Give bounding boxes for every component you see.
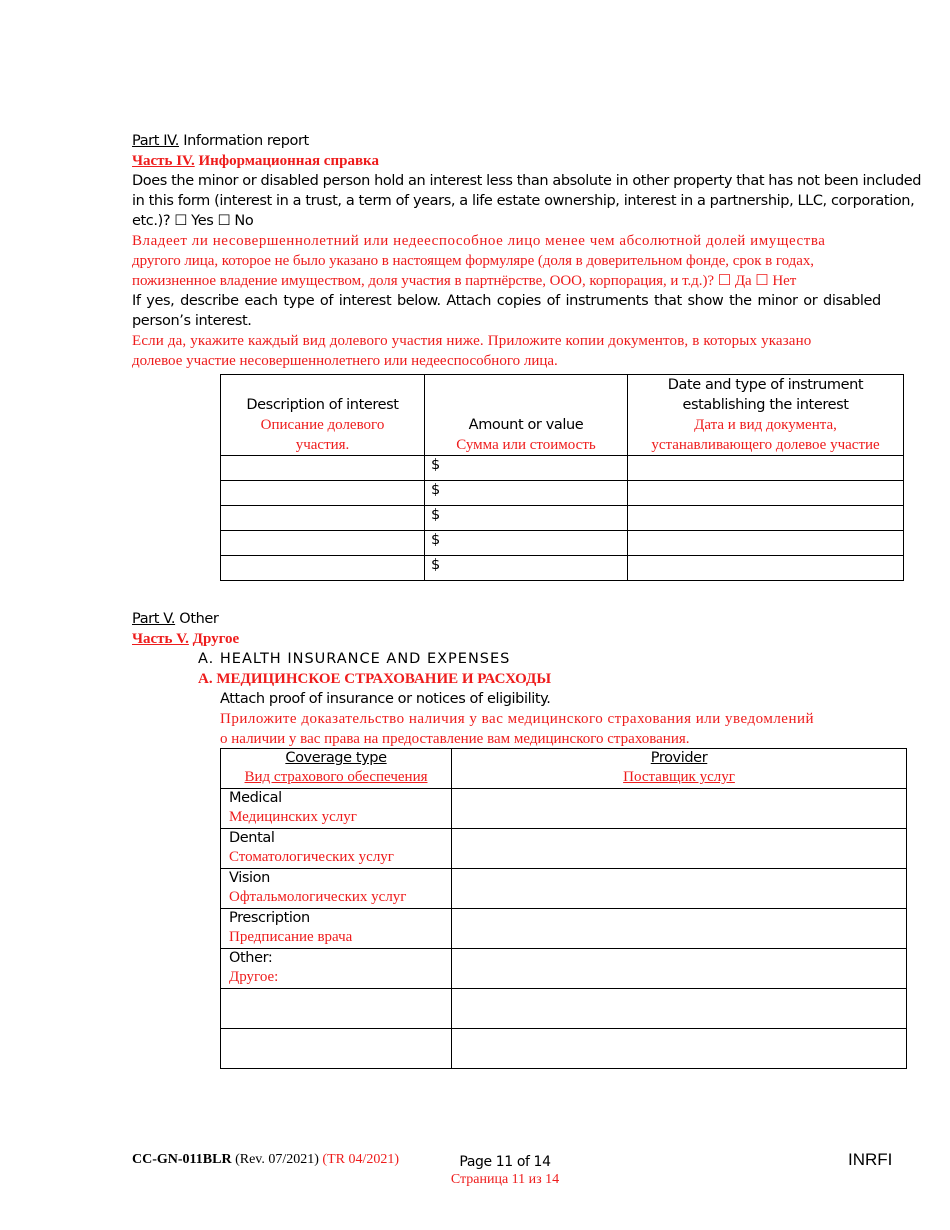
interest-instrument-field[interactable]: [628, 481, 904, 506]
part5-heading-ru: Часть V. Другое: [132, 631, 240, 647]
interest-amount-field[interactable]: $: [425, 456, 628, 481]
part4-question-en-line3: etc.)? ☐ Yes ☐ No: [132, 213, 254, 229]
insurance-table: [220, 748, 907, 1069]
coverage-type-cell: Dental Стоматологических услуг: [221, 829, 452, 869]
coverage-type-field[interactable]: [221, 989, 452, 1029]
part4-question-ru-line1: Владеет ли несовершеннолетний или недееспособное лицо менее чем абсолютной долей имущества: [132, 233, 826, 249]
footer-form-id: CC-GN-011BLR (Rev. 07/2021) (TR 04/2021): [132, 1152, 400, 1167]
header-provider: Provider Поставщик услуг: [452, 749, 907, 789]
coverage-type-cell: Medical Медицинских услуг: [221, 789, 452, 829]
coverage-type-cell: Vision Офтальмологических услуг: [221, 869, 452, 909]
part4-heading-en: Part IV. Information report: [132, 133, 309, 149]
interest-row: [221, 456, 904, 481]
coverage-row-blank: [221, 989, 907, 1029]
attach-ru-line1: Приложите доказательство наличия у вас медицинского страхования или уведомлений: [220, 711, 815, 727]
coverage-type-cell: Prescription Предписание врача: [221, 909, 452, 949]
interest-amount-field[interactable]: $: [425, 531, 628, 556]
footer-page-number: Page 11 of 14 Страница 11 из 14: [450, 1154, 560, 1187]
coverage-row-blank: [221, 1029, 907, 1069]
interest-table-header: [221, 375, 904, 456]
interest-amount-field[interactable]: $: [425, 556, 628, 581]
part4-question-ru-line2: другого лица, которое не было указано в настоящем формуляре (доля в доверительном фонде, срок в годах,: [132, 253, 814, 269]
sectionA-heading-ru: А. МЕДИЦИНСКОЕ СТРАХОВАНИЕ И РАСХОДЫ: [198, 671, 552, 687]
part4-question-ru-line3: пожизненное владение имуществом, доля участия в партнёрстве, ООО, корпорация, и т.д.)? ☐ Да ☐ Нет: [132, 273, 797, 289]
interest-description-field[interactable]: [221, 456, 425, 481]
interest-row: [221, 531, 904, 556]
provider-field[interactable]: [452, 789, 907, 829]
part5-heading-en: Part V. Other: [132, 611, 219, 627]
attach-ru-line2: о наличии у вас права на предоставление вам медицинского страхования.: [220, 731, 690, 747]
interest-description-field[interactable]: [221, 556, 425, 581]
header-instrument: Date and type of instrument establishing the interest Дата и вид документа, устанавливающего долевое участие: [628, 375, 904, 456]
interest-instrument-field[interactable]: [628, 456, 904, 481]
footer-form-code: INRFI: [848, 1150, 893, 1169]
provider-field[interactable]: [452, 1029, 907, 1069]
part5-section: [132, 609, 906, 749]
sectionA-heading-en: A. HEALTH INSURANCE AND EXPENSES: [198, 651, 511, 667]
interest-instrument-field[interactable]: [628, 531, 904, 556]
coverage-row-other: [221, 949, 907, 989]
part4-section: [132, 131, 922, 371]
interest-amount-field[interactable]: $: [425, 506, 628, 531]
provider-field[interactable]: [452, 989, 907, 1029]
interest-description-field[interactable]: [221, 481, 425, 506]
coverage-row-medical: [221, 789, 907, 829]
part4-instr-en-line1: If yes, describe each type of interest below. Attach copies of instruments that show the minor or disabled: [132, 293, 881, 309]
header-description: Description of interest Описание долевого участия.: [221, 375, 425, 456]
provider-field[interactable]: [452, 909, 907, 949]
provider-field[interactable]: [452, 829, 907, 869]
interest-description-field[interactable]: [221, 506, 425, 531]
part4-question-en-line1: Does the minor or disabled person hold an interest less than absolute in other property that has not been included: [132, 173, 922, 189]
interest-row: [221, 481, 904, 506]
part4-question-en-line2: in this form (interest in a trust, a term of years, a life estate ownership, interest in a partnership, LLC, corporation,: [132, 193, 915, 209]
provider-field[interactable]: [452, 949, 907, 989]
interest-amount-field[interactable]: $: [425, 481, 628, 506]
part4-instr-en-line2: person’s interest.: [132, 313, 252, 329]
interest-instrument-field[interactable]: [628, 506, 904, 531]
part4-instr-ru-line1: Если да, укажите каждый вид долевого участия ниже. Приложите копии документов, в которых указано: [132, 333, 812, 349]
header-amount: Amount or value Сумма или стоимость: [425, 375, 628, 456]
header-coverage-type: Coverage type Вид страхового обеспечения: [221, 749, 452, 789]
attach-en: Attach proof of insurance or notices of eligibility.: [220, 691, 551, 707]
provider-field[interactable]: [452, 869, 907, 909]
coverage-type-field[interactable]: [221, 1029, 452, 1069]
part4-heading-ru: Часть IV. Информационная справка: [132, 153, 379, 169]
coverage-row-vision: [221, 869, 907, 909]
interest-table: [220, 374, 904, 581]
part4-instr-ru-line2: долевое участие несовершеннолетнего или недееспособного лица.: [132, 353, 558, 369]
interest-row: [221, 506, 904, 531]
interest-row: [221, 556, 904, 581]
coverage-row-prescription: [221, 909, 907, 949]
coverage-type-cell[interactable]: Other: Другое:: [221, 949, 452, 989]
interest-instrument-field[interactable]: [628, 556, 904, 581]
insurance-table-header: [221, 749, 907, 789]
coverage-row-dental: [221, 829, 907, 869]
interest-description-field[interactable]: [221, 531, 425, 556]
